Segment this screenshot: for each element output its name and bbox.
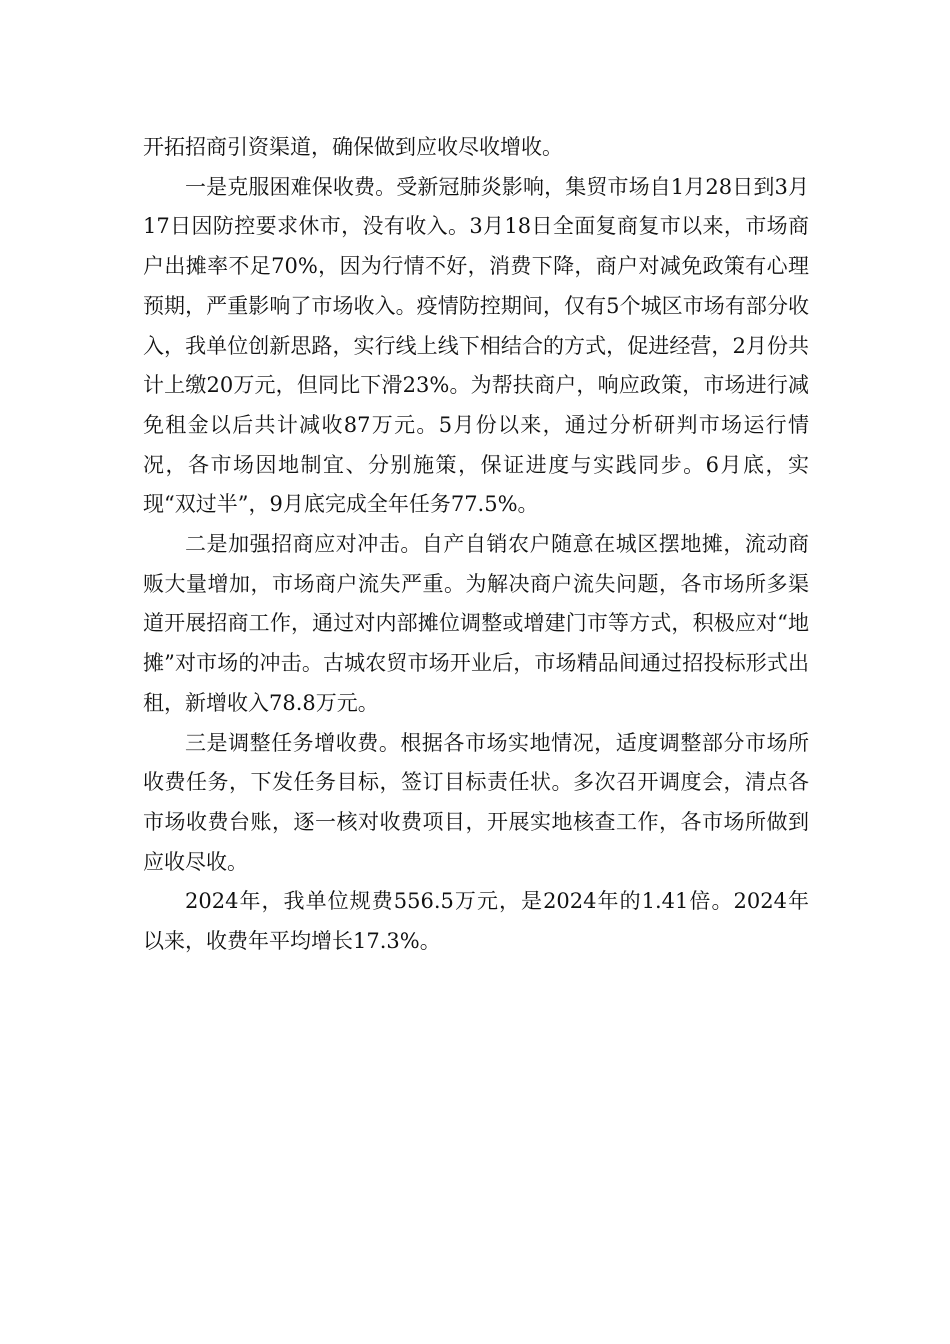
paragraph-summary: 2024年，我单位规费556.5万元，是2024年的1.41倍。2024年以来，收费年平均增长17.3%。	[143, 889, 809, 954]
paragraph-fee-collection: 一是克服困难保收费。受新冠肺炎影响，集贸市场自1月28日到3月17日因防控要求休市，没有收入。3月18日全面复商复市以来，市场商户出摊率不足70%，因为行情不好，消费下降，商户对减免政策有心理预期，严重影响了市场收入。疫情防控期间，仅有5个城区市场有部分收入，我单位创新思路，实行线上线下相结合的方式，促进经营，2月份共计上缴20万元，但同比下滑23%。为帮扶商户，响应政策，市场进行减免租金以后共计减收87万元。5月份以来，通过分析研判市场运行情况，各市场因地制宜、分别施策，保证进度与实践同步。6月底，实现“双过半”，9月底完成全年任务77.5%。	[143, 174, 809, 517]
paragraph-task-adjustment: 三是调整任务增收费。根据各市场实地情况，适度调整部分市场所收费任务，下发任务目标，签订目标责任状。多次召开调度会，清点各市场收费台账，逐一核对收费项目，开展实地核查工作，各市场所做到应收尽收。	[143, 730, 809, 874]
document-body	[143, 128, 809, 962]
paragraph-intro: 开拓招商引资渠道，确保做到应收尽收增收。	[143, 135, 563, 159]
paragraph-investment: 二是加强招商应对冲击。自产自销农户随意在城区摆地摊，流动商贩大量增加，市场商户流失严重。为解决商户流失问题，各市场所多渠道开展招商工作，通过对内部摊位调整或增建门市等方式，积极应对“地摊”对市场的冲击。古城农贸市场开业后，市场精品间通过招投标形式出租，新增收入78.8万元。	[143, 532, 809, 715]
